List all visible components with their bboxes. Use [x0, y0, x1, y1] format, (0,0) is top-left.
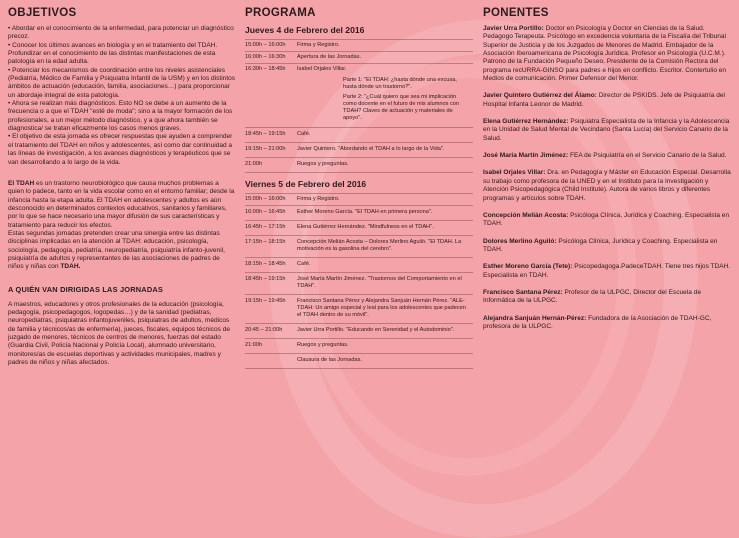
- speaker-list: [483, 25, 733, 331]
- objetivo-item: • Conocer los últimos avances en biología y en el tratamiento del TDAH.: [8, 41, 218, 49]
- schedule-desc: Francisco Santana Pérez y Alejandra Sanjuán Hernán Pérez. "ALE-TDAH: Un amigo especial y leal para los adolescentes que padecen el TDAH dentro de su móvil".: [297, 297, 466, 318]
- schedule-day-2: [245, 193, 473, 369]
- speaker-entry: [483, 169, 733, 202]
- schedule-desc: Café.: [297, 130, 311, 137]
- schedule-desc: Concepción Melián Acosta – Dolores Merlino Aguiló. "El TDAH. La motivación es la gasolina del cerebro".: [297, 238, 462, 252]
- speaker-name: Dolores Merlino Aguiló:: [483, 237, 557, 245]
- schedule-time: 19:15h – 21:00h: [245, 145, 286, 152]
- speaker-bio: Dra. en Pedagogía y Máster en Educación Especial. Desarrolla su trabajo como profesora de la UNED y en el Instituto para la Investigación y Atención Psicopedagógica (Child Institute). Autora de varios libros y diferentes programas y artículos sobre TDAH.: [483, 169, 731, 202]
- schedule-row: [245, 64, 473, 128]
- schedule-time: 21:00h: [245, 160, 263, 167]
- schedule-row: [245, 339, 473, 354]
- objetivo-item: • Ahora se realizan más diagnósticos. Esto NO se debe a un aumento de la frecuencia o a que el TDAH "esté de moda"; sino a la mayor formación de los profesionales, a un mejor método diagnóstico, y a que ahora también se diagnostica/ se tratan eficazmente los casos menos graves.: [8, 100, 233, 133]
- ponentes-column: [483, 0, 733, 523]
- speaker-bio: Profesor de la ULPGC, Director del Escuela de Informática de la ULPGC.: [483, 288, 701, 305]
- speaker-entry: [483, 263, 733, 280]
- schedule-time: 18:45h – 19:15h: [245, 130, 286, 137]
- speaker-entry: [483, 118, 733, 143]
- objetivos-column: [8, 0, 236, 523]
- speaker-bio: Doctor en Psicología y Doctor en Ciencias de la Salud. Pedagogo Terapeuta. Psicólogo en excedencia voluntaria de la Fiscalía del Tribunal Superior de Justicia y de los Juzgados de Menores de Madrid. Embajador de la Asociación Iberoamericana de Psicología Jurídica. Profesor en Psicología (U.C.M.). Patrono de la Fundación Pequeño Deseo. Presidente de la Comisión Rectora del programa recURRA-GINSO para padres e hijos en conflicto. Escritor. Contertulio en Medios de comunicación. Primer Defensor del Menor.: [483, 25, 727, 83]
- speaker-entry: [483, 25, 733, 83]
- schedule-row: [245, 236, 473, 258]
- speaker-name: Isabel Orjales Villar:: [483, 169, 546, 177]
- schedule-time: 18:45h – 19:15h: [245, 275, 286, 282]
- schedule-row: [245, 128, 473, 143]
- schedule-row: [245, 273, 473, 295]
- schedule-row: [245, 52, 473, 64]
- speaker-name: Elena Gutiérrez Hernández:: [483, 118, 569, 126]
- schedule-row: [245, 194, 473, 206]
- schedule-desc: Clausura de las Jornadas.: [297, 356, 362, 363]
- schedule-day-1: [245, 39, 473, 173]
- schedule-time: [245, 357, 297, 364]
- speaker-bio: Psicopedagoga.PadeceTDAH. Tiene tres hijos TDAH. Especialista en TDAH.: [483, 263, 731, 279]
- tdah-paragraph-2: [8, 230, 236, 272]
- speaker-name: Alejandra Sanjuán Hernán-Pérez:: [483, 314, 587, 322]
- objetivo-item: • Potenciar los mecanismos de coordinación entre los niveles asistenciales (Pediatría, Médico de Familia y Psiquiatra Infantil de la USM) y en los distintos ámbitos de actuación (educación, familia, asociaciones…) para proporcionar un abordaje integral de esta patología.: [8, 66, 236, 99]
- schedule-row: [245, 258, 473, 273]
- schedule-row: [245, 354, 473, 369]
- schedule-desc: Javier Urra Portillo. "Educando en Serenidad y el Autodominio".: [297, 326, 455, 333]
- schedule-time: 15:00h – 16:00h: [245, 41, 286, 48]
- schedule-row: [245, 40, 473, 52]
- objetivos-list: [8, 25, 236, 167]
- schedule-time: 20:45 – 21:00h: [245, 326, 283, 333]
- day-heading: Jueves 4 de Febrero del 2016: [245, 25, 365, 35]
- schedule-desc: Javier Quintero. "Abordando el TDAH a lo largo de la Vida".: [297, 145, 445, 152]
- schedule-time: 15:00h – 16:00h: [245, 195, 286, 202]
- schedule-subpart: Parte 2: "¿Cuál quiero que sea mi implicación como docente en el futuro de mis alumnos con TDAH? Claves de actuación y materiales de apoyo".: [343, 93, 459, 121]
- schedule-desc: Ruegos y preguntas.: [297, 341, 349, 348]
- schedule-time: 17:15h – 18:15h: [245, 238, 286, 245]
- speaker-bio: Psiquiatra Especialista de la Infancia y la Adolescencia en la Unidad de Salud Mental de Vecindario (Santa Lucía) del Servicio Canario de la Salud.: [483, 118, 730, 142]
- schedule-time: 19:15h – 19:45h: [245, 297, 286, 304]
- schedule-time: 16:00h – 16:45h: [245, 208, 286, 215]
- tdah-term-2: TDAH.: [60, 263, 81, 271]
- schedule-subparts: [297, 77, 469, 122]
- speaker-entry: [483, 238, 733, 255]
- schedule-desc: Esther Moreno García. "El TDAH en primera persona".: [297, 208, 433, 215]
- schedule-row: [245, 324, 473, 339]
- schedule-desc: Elena Gutiérrez Hernández. "Mindfulness en el TDAH".: [297, 223, 434, 230]
- schedule-desc: Ruegos y preguntas.: [297, 160, 349, 167]
- day-heading: Viernes 5 de Febrero del 2016: [245, 178, 367, 189]
- speaker-entry: [483, 212, 733, 229]
- speaker-name: Esther Moreno García (Tete):: [483, 263, 573, 271]
- speaker-name: Javier Urra Portillo:: [483, 25, 544, 32]
- speaker-name: Francisco Santana Pérez:: [483, 288, 563, 296]
- schedule-desc: Isabel Orjales Villar.: [297, 65, 347, 72]
- speaker-name: Concepción Melián Acosta:: [483, 211, 569, 219]
- objetivo-item: • Abordar en el conocimiento de la enfermedad, para potenciar un diagnóstico precoz.: [8, 25, 234, 41]
- speaker-bio: Fundadora de la Asociación de TDAH-GC, profesora de la ULPGC.: [483, 314, 712, 330]
- speaker-name: José María Martín Jiménez:: [483, 152, 569, 160]
- tdah-term: El TDAH: [8, 179, 35, 187]
- speaker-bio: FEA de Psiquiatría en el Servicio Canario de la Salud.: [568, 152, 727, 160]
- schedule-desc-block: [297, 66, 473, 125]
- schedule-subpart: Parte 1: "El TDAH: ¿hasta dónde una excusa, hasta dónde un trastorno?".: [343, 76, 457, 90]
- ponentes-title: PONENTES: [483, 7, 549, 19]
- tdah-paragraph-2-text: Estas segundas jornadas pretenden crear una sinergia entre las distintas disciplinas implicadas en la atención al TDAH: educación, psicología, sociología, pedagogía, pediatría, neuropediatría, psiquiatría infanto-juvenil, psiquiatría de adultos y representantes de las asociaciones de padres de niños y niñas con: [8, 229, 225, 271]
- schedule-time: 18:15h – 18:45h: [245, 260, 286, 267]
- schedule-desc: Firma y Registro.: [297, 41, 340, 48]
- speaker-bio: Director de PSKIDS. Jefe de Psiquiatría del Hospital Infanta Leonor de Madrid.: [483, 92, 725, 108]
- objetivo-item: • El objetivo de esta jornada es ofrecer respuestas que ayuden a comprender el tratamiento del TDAH en niños y adolescentes, así como dar continuidad a las líneas de investigación, a los avances diagnósticos y terapéuticos que se van desarrollando a lo largo de la vida.: [8, 133, 233, 166]
- speaker-entry: [483, 152, 733, 160]
- schedule-time: 16:45h – 17:15h: [245, 223, 286, 230]
- schedule-row: [245, 221, 473, 236]
- audience-title: A QUIÉN VAN DIRIGIDAS LAS JORNADAS: [8, 284, 164, 294]
- speaker-entry: [483, 289, 733, 306]
- schedule-row: [245, 158, 473, 173]
- speaker-entry: [483, 92, 733, 109]
- schedule-time: 21:00h: [245, 341, 263, 348]
- schedule-row: [245, 143, 473, 158]
- schedule-desc: Apertura de las Jornadas.: [297, 53, 362, 60]
- programa-column: [245, 0, 473, 523]
- speaker-bio: Psicóloga Clínica, Jurídica y Coaching. Especialista en TDAH.: [483, 211, 730, 228]
- schedule-desc: Café.: [297, 260, 311, 267]
- speaker-bio: Psicóloga Clínica, Jurídica y Coaching. Especialista en TDAH.: [483, 237, 718, 253]
- schedule-row: [245, 295, 473, 324]
- tdah-paragraph-1: [8, 180, 236, 230]
- speaker-name: Javier Quintero Gutiérrez del Álamo:: [483, 92, 597, 100]
- objetivo-item: Profundizar en el conocimiento de las distintas manifestaciones de esta patología en la edad adulta.: [8, 50, 216, 66]
- schedule-row: [245, 206, 473, 221]
- tdah-paragraph-1-text: es un trastorno neurobiológico que causa muchos problemas a quien lo padece, tanto en la vida escolar como en el entorno familiar; desde la infancia hasta la etapa adulta. El TDAH en adolescentes y adultos es aún desconocido en determinados contextos educativos, sanitarios y familiares, por lo que se hace necesario una mayor difusión de sus características y tratamiento para reducir los efectos.: [8, 179, 235, 229]
- audience-text: A maestros, educadores y otros profesionales de la educación (psicología, pedagogía, psicopedagogos, logopedas…) y de la sanidad (pediatras, neuropediatras, psiquiatras infantojuveniles, psiquiatras de adultos, médicos de familia y técnicos/as de enfermería), jueces, fiscales, equipos técnicos de juzgado de menores, técnicos de centros de menores, fuerzas del estado (Guardia Civil, Policía Nacional y Policía Local), alumnado universitario, monitores/as de escuelas deportivas y actividades municipales, madres y padres de niños y niñas afectados.: [8, 300, 230, 367]
- objetivos-title: OBJETIVOS: [8, 7, 77, 19]
- schedule-desc: José María Martín Jiménez. "Trastornos del Comportamiento en el TDAH".: [297, 275, 462, 289]
- programa-title: PROGRAMA: [245, 7, 316, 19]
- schedule-time: 16:00h – 16:30h: [245, 53, 286, 60]
- speaker-entry: [483, 315, 733, 332]
- tdah-description: [8, 180, 236, 272]
- schedule-desc: Firma y Registro.: [297, 195, 340, 202]
- schedule-time: 16:30h – 18:45h: [245, 65, 286, 72]
